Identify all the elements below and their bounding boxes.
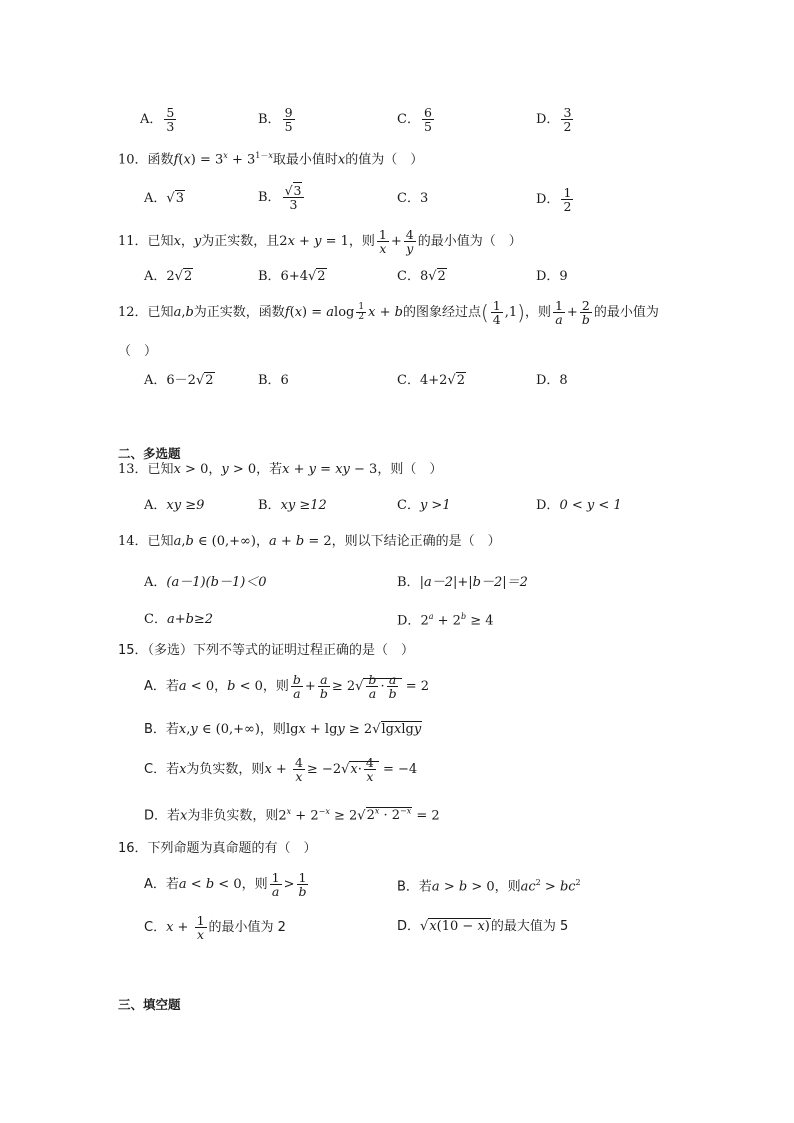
q14-option-c[interactable]: C．a+b≥2 xyxy=(144,612,214,627)
q13-option-a[interactable]: A．xy ≥9 xyxy=(144,498,205,513)
q16-option-c[interactable]: C．x + $\frac{1}{x}$ 的最小值为 2 xyxy=(144,913,286,943)
q9-option-b[interactable]: B． $\frac{9}{5}$ xyxy=(258,105,293,135)
q16-option-a[interactable]: A．若a < b < 0，则 $\frac{1}{a}$ > $\frac{1}{b}$ xyxy=(144,870,307,900)
q16-option-d[interactable]: D．√x(10 − x)的最大值为 5 xyxy=(397,919,569,934)
q15-option-a[interactable]: A．若a < 0，b < 0，则 $\frac{b}{a}$ + $\frac{a}{b}$ ≥ 2√ $\frac{b}{a}$ · $\frac{a}{b}$ = 2 xyxy=(144,672,430,702)
q10-option-a[interactable]: A．√3 xyxy=(144,191,184,206)
q15-option-b[interactable]: B．若x,y ∈ (0,+∞)，则lgx + lgy ≥ 2√lgxlgy xyxy=(144,722,422,737)
section-heading-multiple-choice: 二、多选题 xyxy=(118,446,181,461)
question-12-stem: 12．已知a,b为正实数，函数f(x) = alog $\frac{1}{2}$ x + b的图象经过点( $\frac{1}{4}$ ,1)，则 $\frac{1}{a}$ + $\frac{2}{b}$ 的最小值为 xyxy=(118,298,659,328)
q9-option-c[interactable]: C． $\frac{6}{5}$ xyxy=(397,105,432,135)
question-15-stem: 15．（多选）下列不等式的证明过程正确的是（ ） xyxy=(118,643,415,658)
q14-option-a[interactable]: A．(a－1)(b－1)＜0 xyxy=(144,575,267,590)
option-label: A． xyxy=(140,112,163,128)
q14-option-b[interactable]: B．|a－2|+|b－2|＝2 xyxy=(397,575,528,590)
q12-option-b[interactable]: B．6 xyxy=(258,373,289,388)
q15-option-c[interactable]: C．若x为负实数，则x + $\frac{4}{x}$ ≥ −2√x· $\frac{4}{x}$ = −4 xyxy=(144,755,418,785)
q12-option-c[interactable]: C．4+2√2 xyxy=(397,373,465,388)
question-14-stem: 14．已知a,b ∈ (0,+∞)，a + b = 2，则以下结论正确的是（ ） xyxy=(118,534,501,549)
q10-option-c[interactable]: C．3 xyxy=(397,191,429,206)
q16-option-b[interactable]: B．若a > b > 0，则$ac^2 > bc^2$ xyxy=(397,878,581,895)
q11-option-d[interactable]: D．9 xyxy=(536,269,568,284)
q11-option-a[interactable]: A．2√2 xyxy=(144,269,193,284)
q14-option-d[interactable]: D．$2^a + 2^b \ge 4$ xyxy=(397,612,494,629)
q15-option-d[interactable]: D．若x为非负实数，则$2^x + 2^{-x} \ge 2√2^x \cdot 2^{-x} = 2$ xyxy=(144,807,440,824)
section-heading-fill-in: 三、填空题 xyxy=(118,997,181,1012)
question-12-paren: （ ） xyxy=(118,344,158,359)
question-10-stem: 10．函数$f(x) = 3^x + 3^{1-x}$取最小值时x的值为（ ） xyxy=(118,151,424,168)
q13-option-d[interactable]: D．0 < y < 1 xyxy=(536,498,622,513)
q12-option-d[interactable]: D．8 xyxy=(536,373,568,388)
question-16-stem: 16．下列命题为真命题的有（ ） xyxy=(118,841,317,856)
q10-option-b[interactable]: B． $\frac{√3}{3}$ xyxy=(258,184,306,211)
q10-option-d[interactable]: D． $\frac{1}{2}$ xyxy=(536,185,572,215)
question-11-stem: 11．已知x，y为正实数，且2x + y = 1，则 $\frac{1}{x}$ + $\frac{4}{y}$ 的最小值为（ ） xyxy=(118,227,522,257)
q12-option-a[interactable]: A．6－2√2 xyxy=(144,373,214,388)
q13-option-b[interactable]: B．xy ≥12 xyxy=(258,498,327,513)
q11-option-c[interactable]: C．8√2 xyxy=(397,269,446,284)
q9-option-d[interactable]: D． $\frac{3}{2}$ xyxy=(536,105,572,135)
q9-option-a[interactable]: A． $\frac{5}{3}$ xyxy=(140,105,175,135)
q13-option-c[interactable]: C．y >1 xyxy=(397,498,451,513)
question-13-stem: 13．已知x > 0，y > 0，若x + y = xy − 3，则（ ） xyxy=(118,462,443,477)
q11-option-b[interactable]: B．6+4√2 xyxy=(258,269,326,284)
